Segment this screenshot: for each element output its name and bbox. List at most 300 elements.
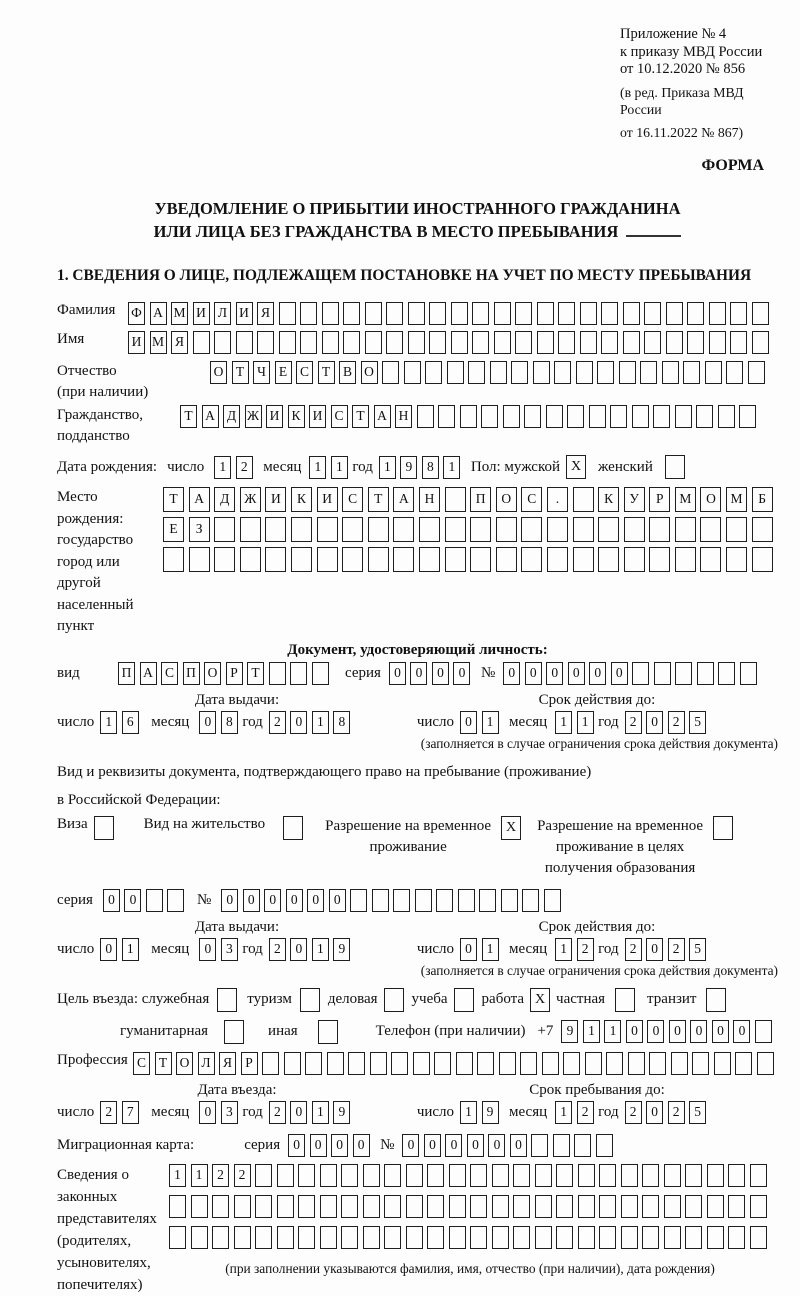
char-cell[interactable]: [365, 331, 382, 354]
char-cell[interactable]: [685, 1164, 702, 1187]
char-cell[interactable]: [445, 547, 466, 572]
char-cell[interactable]: [623, 302, 640, 325]
char-cell[interactable]: Ж: [245, 405, 262, 428]
char-cell[interactable]: [298, 1195, 315, 1218]
char-cell[interactable]: [320, 1195, 337, 1218]
char-cell[interactable]: [406, 1195, 423, 1218]
char-cell[interactable]: [752, 517, 773, 542]
char-cell[interactable]: 1: [482, 938, 499, 961]
char-cell[interactable]: [675, 547, 696, 572]
char-cell[interactable]: [537, 302, 554, 325]
char-cell[interactable]: [470, 1164, 487, 1187]
char-cell[interactable]: [718, 662, 735, 685]
char-cell[interactable]: [429, 302, 446, 325]
char-cell[interactable]: 2: [668, 938, 685, 961]
char-cell[interactable]: [214, 517, 235, 542]
char-cell[interactable]: [447, 361, 464, 384]
char-cell[interactable]: [524, 405, 541, 428]
char-cell[interactable]: 9: [400, 456, 417, 479]
char-cell[interactable]: [687, 331, 704, 354]
char-cell[interactable]: Т: [352, 405, 369, 428]
char-cell[interactable]: [685, 1195, 702, 1218]
char-cell[interactable]: [234, 1226, 251, 1249]
char-cell[interactable]: 0: [353, 1134, 370, 1157]
char-cell[interactable]: [472, 302, 489, 325]
char-cell[interactable]: [718, 405, 735, 428]
char-cell[interactable]: 1: [312, 1101, 329, 1124]
char-cell[interactable]: [449, 1164, 466, 1187]
char-cell[interactable]: 0: [243, 889, 260, 912]
char-cell[interactable]: [382, 361, 399, 384]
char-cell[interactable]: [601, 331, 618, 354]
char-cell[interactable]: 0: [647, 1020, 664, 1043]
char-cell[interactable]: 1: [169, 1164, 186, 1187]
char-cell[interactable]: 1: [122, 938, 139, 961]
char-cell[interactable]: [458, 889, 475, 912]
char-cell[interactable]: М: [726, 487, 747, 512]
purpose-other-checkbox[interactable]: [318, 1020, 338, 1044]
char-cell[interactable]: [755, 1020, 772, 1043]
char-cell[interactable]: Т: [180, 405, 197, 428]
char-cell[interactable]: [556, 1164, 573, 1187]
char-cell[interactable]: Т: [155, 1052, 172, 1075]
char-cell[interactable]: [234, 1195, 251, 1218]
char-cell[interactable]: [750, 1195, 767, 1218]
char-cell[interactable]: А: [374, 405, 391, 428]
char-cell[interactable]: 0: [690, 1020, 707, 1043]
char-cell[interactable]: [664, 1195, 681, 1218]
char-cell[interactable]: Р: [241, 1052, 258, 1075]
char-cell[interactable]: [481, 405, 498, 428]
char-cell[interactable]: 2: [236, 456, 253, 479]
char-cell[interactable]: [191, 1226, 208, 1249]
purpose-humanitarian-checkbox[interactable]: [224, 1020, 244, 1044]
char-cell[interactable]: [477, 1052, 494, 1075]
char-cell[interactable]: 0: [424, 1134, 441, 1157]
char-cell[interactable]: [642, 1195, 659, 1218]
char-cell[interactable]: [598, 547, 619, 572]
char-cell[interactable]: [740, 662, 757, 685]
char-cell[interactable]: А: [150, 302, 167, 325]
char-cell[interactable]: М: [150, 331, 167, 354]
purpose-transit-checkbox[interactable]: [706, 988, 726, 1012]
char-cell[interactable]: 0: [510, 1134, 527, 1157]
char-cell[interactable]: [391, 1052, 408, 1075]
char-cell[interactable]: 1: [100, 711, 117, 734]
char-cell[interactable]: [365, 302, 382, 325]
char-cell[interactable]: [632, 662, 649, 685]
char-cell[interactable]: [240, 547, 261, 572]
char-cell[interactable]: [675, 405, 692, 428]
char-cell[interactable]: И: [317, 487, 338, 512]
char-cell[interactable]: [696, 405, 713, 428]
char-cell[interactable]: [513, 1226, 530, 1249]
char-cell[interactable]: [705, 361, 722, 384]
char-cell[interactable]: [675, 517, 696, 542]
char-cell[interactable]: [363, 1195, 380, 1218]
char-cell[interactable]: 6: [122, 711, 139, 734]
char-cell[interactable]: [479, 889, 496, 912]
char-cell[interactable]: Т: [163, 487, 184, 512]
purpose-official-checkbox[interactable]: [217, 988, 237, 1012]
char-cell[interactable]: [728, 1226, 745, 1249]
char-cell[interactable]: [163, 547, 184, 572]
char-cell[interactable]: 2: [625, 711, 642, 734]
char-cell[interactable]: [470, 547, 491, 572]
char-cell[interactable]: [277, 1226, 294, 1249]
char-cell[interactable]: С: [342, 487, 363, 512]
char-cell[interactable]: [554, 361, 571, 384]
char-cell[interactable]: [580, 331, 597, 354]
char-cell[interactable]: [342, 517, 363, 542]
char-cell[interactable]: 1: [577, 711, 594, 734]
char-cell[interactable]: [589, 405, 606, 428]
char-cell[interactable]: [317, 517, 338, 542]
char-cell[interactable]: [290, 662, 307, 685]
char-cell[interactable]: 2: [234, 1164, 251, 1187]
char-cell[interactable]: [598, 517, 619, 542]
char-cell[interactable]: 2: [577, 1101, 594, 1124]
char-cell[interactable]: 1: [309, 456, 326, 479]
char-cell[interactable]: И: [265, 487, 286, 512]
char-cell[interactable]: [511, 361, 528, 384]
char-cell[interactable]: [644, 331, 661, 354]
char-cell[interactable]: И: [309, 405, 326, 428]
char-cell[interactable]: 1: [379, 456, 396, 479]
char-cell[interactable]: [257, 331, 274, 354]
char-cell[interactable]: 0: [626, 1020, 643, 1043]
char-cell[interactable]: [255, 1195, 272, 1218]
char-cell[interactable]: 8: [422, 456, 439, 479]
char-cell[interactable]: [436, 889, 453, 912]
char-cell[interactable]: 1: [312, 711, 329, 734]
char-cell[interactable]: 1: [460, 1101, 477, 1124]
char-cell[interactable]: [451, 302, 468, 325]
char-cell[interactable]: [438, 405, 455, 428]
char-cell[interactable]: Ф: [128, 302, 145, 325]
char-cell[interactable]: С: [331, 405, 348, 428]
char-cell[interactable]: [640, 361, 657, 384]
char-cell[interactable]: [262, 1052, 279, 1075]
char-cell[interactable]: [169, 1226, 186, 1249]
char-cell[interactable]: П: [470, 487, 491, 512]
char-cell[interactable]: [298, 1164, 315, 1187]
char-cell[interactable]: [322, 331, 339, 354]
char-cell[interactable]: [427, 1226, 444, 1249]
char-cell[interactable]: 5: [689, 1101, 706, 1124]
char-cell[interactable]: [574, 1134, 591, 1157]
char-cell[interactable]: [342, 547, 363, 572]
char-cell[interactable]: [255, 1164, 272, 1187]
char-cell[interactable]: [739, 405, 756, 428]
char-cell[interactable]: [415, 889, 432, 912]
char-cell[interactable]: Т: [368, 487, 389, 512]
char-cell[interactable]: [300, 331, 317, 354]
char-cell[interactable]: [664, 1164, 681, 1187]
char-cell[interactable]: [406, 1226, 423, 1249]
char-cell[interactable]: А: [393, 487, 414, 512]
temp-residence-checkbox[interactable]: X: [501, 816, 521, 840]
char-cell[interactable]: 0: [503, 662, 520, 685]
char-cell[interactable]: С: [296, 361, 313, 384]
char-cell[interactable]: [255, 1226, 272, 1249]
char-cell[interactable]: [632, 405, 649, 428]
char-cell[interactable]: Л: [198, 1052, 215, 1075]
char-cell[interactable]: 0: [290, 711, 307, 734]
char-cell[interactable]: [341, 1226, 358, 1249]
char-cell[interactable]: [664, 1226, 681, 1249]
char-cell[interactable]: [748, 361, 765, 384]
char-cell[interactable]: [470, 1195, 487, 1218]
char-cell[interactable]: [671, 1052, 688, 1075]
char-cell[interactable]: [214, 331, 231, 354]
char-cell[interactable]: [621, 1195, 638, 1218]
char-cell[interactable]: [341, 1164, 358, 1187]
char-cell[interactable]: [685, 1226, 702, 1249]
char-cell[interactable]: 1: [604, 1020, 621, 1043]
char-cell[interactable]: О: [176, 1052, 193, 1075]
char-cell[interactable]: 0: [525, 662, 542, 685]
char-cell[interactable]: [193, 331, 210, 354]
char-cell[interactable]: О: [496, 487, 517, 512]
gender-male-checkbox[interactable]: X: [566, 455, 586, 479]
char-cell[interactable]: 1: [312, 938, 329, 961]
char-cell[interactable]: 3: [221, 1101, 238, 1124]
char-cell[interactable]: [298, 1226, 315, 1249]
char-cell[interactable]: [419, 517, 440, 542]
char-cell[interactable]: М: [675, 487, 696, 512]
char-cell[interactable]: [496, 517, 517, 542]
char-cell[interactable]: 1: [214, 456, 231, 479]
char-cell[interactable]: [370, 1052, 387, 1075]
char-cell[interactable]: 0: [100, 938, 117, 961]
char-cell[interactable]: Е: [163, 517, 184, 542]
char-cell[interactable]: [212, 1226, 229, 1249]
char-cell[interactable]: [546, 405, 563, 428]
char-cell[interactable]: [567, 405, 584, 428]
char-cell[interactable]: [265, 547, 286, 572]
char-cell[interactable]: [456, 1052, 473, 1075]
char-cell[interactable]: [146, 889, 163, 912]
char-cell[interactable]: 0: [646, 1101, 663, 1124]
char-cell[interactable]: 1: [583, 1020, 600, 1043]
char-cell[interactable]: 9: [482, 1101, 499, 1124]
char-cell[interactable]: [445, 517, 466, 542]
char-cell[interactable]: [535, 1226, 552, 1249]
char-cell[interactable]: [384, 1164, 401, 1187]
char-cell[interactable]: [265, 517, 286, 542]
char-cell[interactable]: К: [598, 487, 619, 512]
char-cell[interactable]: [556, 1195, 573, 1218]
purpose-tourism-checkbox[interactable]: [300, 988, 320, 1012]
char-cell[interactable]: [494, 331, 511, 354]
char-cell[interactable]: [735, 1052, 752, 1075]
char-cell[interactable]: [494, 302, 511, 325]
char-cell[interactable]: [580, 302, 597, 325]
char-cell[interactable]: [520, 1052, 537, 1075]
char-cell[interactable]: 1: [482, 711, 499, 734]
char-cell[interactable]: [642, 1226, 659, 1249]
char-cell[interactable]: 0: [546, 662, 563, 685]
char-cell[interactable]: 0: [331, 1134, 348, 1157]
char-cell[interactable]: [384, 1195, 401, 1218]
char-cell[interactable]: [291, 547, 312, 572]
char-cell[interactable]: [386, 331, 403, 354]
char-cell[interactable]: [707, 1195, 724, 1218]
char-cell[interactable]: [470, 517, 491, 542]
char-cell[interactable]: И: [236, 302, 253, 325]
char-cell[interactable]: [343, 302, 360, 325]
char-cell[interactable]: [492, 1195, 509, 1218]
char-cell[interactable]: 2: [212, 1164, 229, 1187]
char-cell[interactable]: 8: [333, 711, 350, 734]
char-cell[interactable]: 2: [668, 1101, 685, 1124]
char-cell[interactable]: 0: [310, 1134, 327, 1157]
char-cell[interactable]: [649, 547, 670, 572]
char-cell[interactable]: [167, 889, 184, 912]
char-cell[interactable]: [492, 1226, 509, 1249]
char-cell[interactable]: Т: [247, 662, 264, 685]
char-cell[interactable]: [621, 1164, 638, 1187]
purpose-business-checkbox[interactable]: [384, 988, 404, 1012]
char-cell[interactable]: А: [189, 487, 210, 512]
char-cell[interactable]: С: [161, 662, 178, 685]
char-cell[interactable]: [350, 889, 367, 912]
residence-permit-checkbox[interactable]: [283, 816, 303, 840]
char-cell[interactable]: 2: [625, 938, 642, 961]
char-cell[interactable]: [522, 889, 539, 912]
char-cell[interactable]: Т: [232, 361, 249, 384]
char-cell[interactable]: [393, 517, 414, 542]
char-cell[interactable]: О: [210, 361, 227, 384]
char-cell[interactable]: [621, 1226, 638, 1249]
char-cell[interactable]: [277, 1195, 294, 1218]
char-cell[interactable]: [427, 1164, 444, 1187]
char-cell[interactable]: 1: [555, 1101, 572, 1124]
char-cell[interactable]: Р: [649, 487, 670, 512]
char-cell[interactable]: [277, 1164, 294, 1187]
char-cell[interactable]: 0: [288, 1134, 305, 1157]
char-cell[interactable]: [687, 302, 704, 325]
char-cell[interactable]: [714, 1052, 731, 1075]
char-cell[interactable]: [752, 331, 769, 354]
temp-residence-edu-checkbox[interactable]: [713, 816, 733, 840]
char-cell[interactable]: [434, 1052, 451, 1075]
char-cell[interactable]: .: [547, 487, 568, 512]
char-cell[interactable]: Я: [257, 302, 274, 325]
char-cell[interactable]: [386, 302, 403, 325]
char-cell[interactable]: [535, 1195, 552, 1218]
char-cell[interactable]: [320, 1164, 337, 1187]
char-cell[interactable]: [472, 331, 489, 354]
char-cell[interactable]: [312, 662, 329, 685]
char-cell[interactable]: 1: [331, 456, 348, 479]
char-cell[interactable]: [558, 302, 575, 325]
char-cell[interactable]: [666, 302, 683, 325]
char-cell[interactable]: 0: [445, 1134, 462, 1157]
char-cell[interactable]: [728, 1195, 745, 1218]
char-cell[interactable]: [750, 1164, 767, 1187]
char-cell[interactable]: 0: [432, 662, 449, 685]
char-cell[interactable]: [599, 1195, 616, 1218]
char-cell[interactable]: [700, 547, 721, 572]
char-cell[interactable]: [649, 517, 670, 542]
char-cell[interactable]: 0: [329, 889, 346, 912]
char-cell[interactable]: [419, 547, 440, 572]
char-cell[interactable]: 0: [467, 1134, 484, 1157]
char-cell[interactable]: [236, 331, 253, 354]
char-cell[interactable]: [578, 1164, 595, 1187]
purpose-work-checkbox[interactable]: X: [530, 988, 550, 1012]
char-cell[interactable]: В: [339, 361, 356, 384]
char-cell[interactable]: 0: [669, 1020, 686, 1043]
char-cell[interactable]: П: [183, 662, 200, 685]
char-cell[interactable]: [597, 361, 614, 384]
char-cell[interactable]: [606, 1052, 623, 1075]
char-cell[interactable]: [470, 1226, 487, 1249]
char-cell[interactable]: [752, 547, 773, 572]
char-cell[interactable]: [291, 517, 312, 542]
char-cell[interactable]: [368, 517, 389, 542]
char-cell[interactable]: [284, 1052, 301, 1075]
char-cell[interactable]: А: [202, 405, 219, 428]
char-cell[interactable]: [578, 1226, 595, 1249]
char-cell[interactable]: [413, 1052, 430, 1075]
char-cell[interactable]: [322, 302, 339, 325]
char-cell[interactable]: [348, 1052, 365, 1075]
char-cell[interactable]: [726, 361, 743, 384]
char-cell[interactable]: 9: [561, 1020, 578, 1043]
char-cell[interactable]: [191, 1195, 208, 1218]
char-cell[interactable]: [372, 889, 389, 912]
char-cell[interactable]: [343, 331, 360, 354]
char-cell[interactable]: О: [361, 361, 378, 384]
char-cell[interactable]: [404, 361, 421, 384]
char-cell[interactable]: 9: [333, 938, 350, 961]
char-cell[interactable]: П: [118, 662, 135, 685]
char-cell[interactable]: [675, 662, 692, 685]
char-cell[interactable]: [533, 361, 550, 384]
char-cell[interactable]: 0: [611, 662, 628, 685]
char-cell[interactable]: [649, 1052, 666, 1075]
char-cell[interactable]: [169, 1195, 186, 1218]
char-cell[interactable]: [599, 1164, 616, 1187]
char-cell[interactable]: [619, 361, 636, 384]
char-cell[interactable]: [515, 331, 532, 354]
char-cell[interactable]: 0: [286, 889, 303, 912]
char-cell[interactable]: [460, 405, 477, 428]
char-cell[interactable]: [644, 302, 661, 325]
char-cell[interactable]: [429, 331, 446, 354]
char-cell[interactable]: Я: [171, 331, 188, 354]
char-cell[interactable]: [700, 517, 721, 542]
char-cell[interactable]: [449, 1195, 466, 1218]
char-cell[interactable]: 2: [269, 938, 286, 961]
char-cell[interactable]: 2: [269, 711, 286, 734]
char-cell[interactable]: [515, 302, 532, 325]
char-cell[interactable]: [240, 517, 261, 542]
char-cell[interactable]: И: [128, 331, 145, 354]
char-cell[interactable]: 5: [689, 938, 706, 961]
char-cell[interactable]: Д: [223, 405, 240, 428]
char-cell[interactable]: 0: [389, 662, 406, 685]
char-cell[interactable]: [490, 361, 507, 384]
char-cell[interactable]: [653, 405, 670, 428]
char-cell[interactable]: 1: [555, 711, 572, 734]
char-cell[interactable]: 0: [103, 889, 120, 912]
char-cell[interactable]: [662, 361, 679, 384]
char-cell[interactable]: 0: [410, 662, 427, 685]
